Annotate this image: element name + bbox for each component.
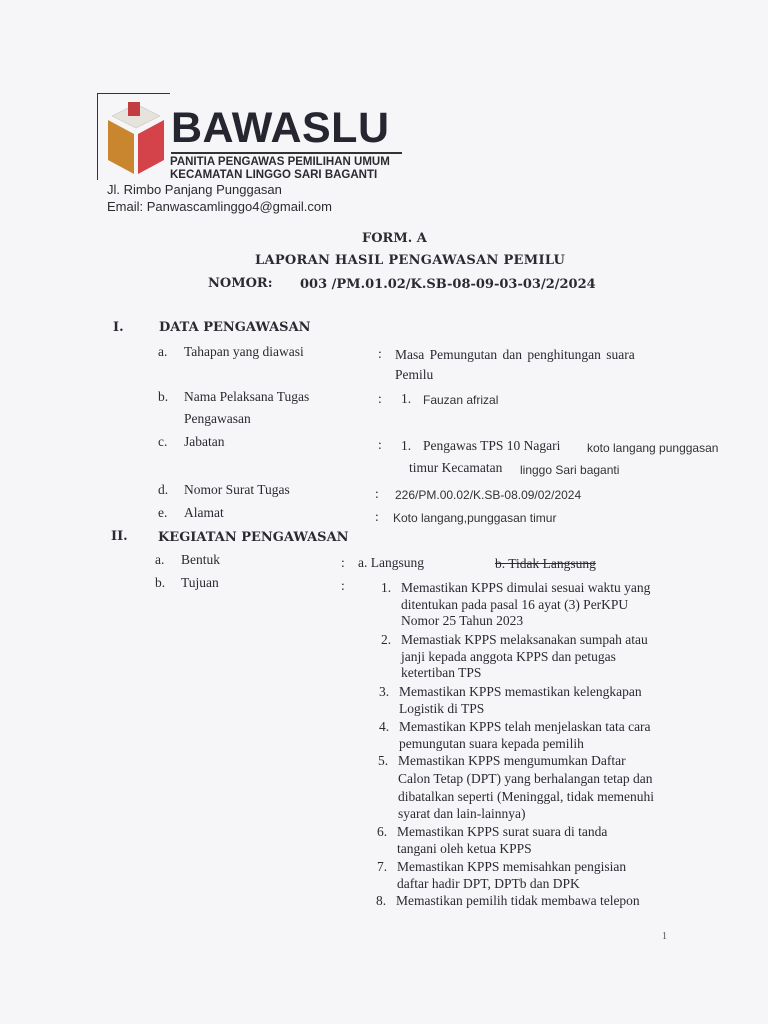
bentuk-value-struck: b. Tidak Langsung: [495, 556, 596, 571]
objective-3-line-2: Logistik di TPS: [399, 701, 485, 716]
bentuk-value: a. Langsung: [358, 555, 424, 570]
item-d-colon: :: [375, 486, 379, 501]
objective-2-line-3: ketertiban TPS: [401, 665, 482, 680]
item-e-colon: :: [375, 509, 379, 524]
item-a-value-line2: Pemilu: [395, 367, 434, 382]
section-1-number: I.: [113, 320, 124, 335]
item-a-colon: :: [378, 346, 382, 361]
objective-5-line-4: syarat dan lain-lainnya): [398, 806, 526, 821]
objective-1-line-1: Memastikan KPPS dimulai sesuai waktu yang: [401, 580, 651, 595]
objective-3-number: 3.: [379, 684, 390, 699]
objective-7-line-2: daftar hadir DPT, DPTb dan DPK: [397, 876, 580, 891]
item-d-value: 226/PM.00.02/K.SB-08.09/02/2024: [395, 488, 582, 502]
form-title: FORM. A: [362, 231, 427, 246]
item-d-letter: d.: [158, 482, 169, 497]
objective-2-line-1: Memastiak KPPS melaksanakan sumpah atau: [401, 632, 648, 647]
section-2-title: KEGIATAN PENGAWASAN: [158, 530, 349, 545]
objective-5-line-3: dibatalkan seperti (Meninggal, tidak memenuhi: [398, 789, 655, 804]
objective-4-number: 4.: [379, 719, 390, 734]
org-subtitle-1: PANITIA PENGAWAS PEMILIHAN UMUM: [170, 156, 390, 168]
org-email: Email: Panwascamlinggo4@gmail.com: [107, 199, 332, 214]
objective-4-line-2: pemungutan suara kepada pemilih: [399, 736, 584, 751]
page-number: 1: [662, 931, 667, 942]
item-c-letter: c.: [158, 434, 168, 449]
objective-1-line-3: Nomor 25 Tahun 2023: [401, 613, 524, 628]
objective-2-line-2: janji kepada anggota KPPS dan petugas: [401, 649, 616, 664]
objective-5-line-1: Memastikan KPPS mengumumkan Daftar: [398, 753, 626, 768]
item-e-label: Alamat: [184, 505, 224, 520]
item-c-colon: :: [378, 437, 382, 452]
tujuan-colon: :: [341, 578, 345, 593]
section-1-title: DATA PENGAWASAN: [159, 320, 311, 335]
objective-5-number: 5.: [378, 753, 389, 768]
item-b-colon: :: [378, 391, 382, 406]
item-d-label: Nomor Surat Tugas: [184, 482, 290, 497]
objective-1-number: 1.: [381, 580, 392, 595]
objective-8-line-1: Memastikan pemilih tidak membawa telepon: [396, 893, 640, 908]
item-a-value-line1: Masa Pemungutan dan penghitungan suara: [395, 347, 635, 362]
item-e-letter: e.: [158, 505, 168, 520]
item-a-label: Tahapan yang diawasi: [184, 344, 304, 359]
item-c-label: Jabatan: [184, 434, 225, 449]
report-title: LAPORAN HASIL PENGAWASAN PEMILU: [255, 253, 566, 268]
bentuk-colon: :: [341, 555, 345, 570]
number-label: NOMOR:: [208, 276, 273, 291]
item-c-value-handwritten: koto langang punggasan: [587, 441, 719, 455]
item-c-value-line2-handwritten: linggo Sari baganti: [520, 463, 620, 477]
objective-6-line-1: Memastikan KPPS surat suara di tanda: [397, 824, 608, 839]
org-address: Jl. Rimbo Panjang Punggasan: [107, 182, 282, 197]
objective-4-line-1: Memastikan KPPS telah menjelaskan tata cara: [399, 719, 651, 734]
objective-6-number: 6.: [377, 824, 388, 839]
item-c-value-printed: Pengawas TPS 10 Nagari: [423, 438, 561, 453]
section-2-number: II.: [111, 529, 128, 544]
item-b-label-line1: Nama Pelaksana Tugas: [184, 389, 310, 404]
objective-6-line-2: tangani oleh ketua KPPS: [397, 841, 532, 856]
number-value: 003 /PM.01.02/K.SB-08-09-03-03/2/2024: [300, 277, 596, 292]
objective-5-line-2: Calon Tetap (DPT) yang berhalangan tetap dan: [398, 771, 653, 786]
item-a-letter: a.: [158, 344, 168, 359]
bentuk-label: Bentuk: [181, 552, 220, 567]
objective-7-number: 7.: [377, 859, 388, 874]
item-b-letter: b.: [158, 389, 169, 404]
org-name: BAWASLU: [171, 104, 390, 152]
letterhead-rule: [171, 152, 402, 154]
objective-7-line-1: Memastikan KPPS memisahkan pengisian: [397, 859, 627, 874]
bawaslu-logo-icon: [104, 102, 166, 176]
objective-1-line-2: ditentukan pada pasal 16 ayat (3) PerKPU: [401, 597, 629, 612]
item-b-value: Fauzan afrizal: [423, 393, 499, 407]
item-c-value-num: 1.: [401, 438, 412, 453]
objective-2-number: 2.: [381, 632, 392, 647]
bentuk-letter: a.: [155, 552, 165, 567]
item-e-value: Koto langang,punggasan timur: [393, 511, 557, 525]
objective-8-number: 8.: [376, 893, 387, 908]
item-b-value-num: 1.: [401, 391, 412, 406]
tujuan-letter: b.: [155, 575, 166, 590]
item-b-label-line2: Pengawasan: [184, 411, 251, 426]
objective-3-line-1: Memastikan KPPS memastikan kelengkapan: [399, 684, 642, 699]
tujuan-label: Tujuan: [181, 575, 219, 590]
item-c-value-line2-printed: timur Kecamatan: [409, 460, 503, 475]
org-subtitle-2: KECAMATAN LINGGO SARI BAGANTI: [170, 169, 378, 181]
